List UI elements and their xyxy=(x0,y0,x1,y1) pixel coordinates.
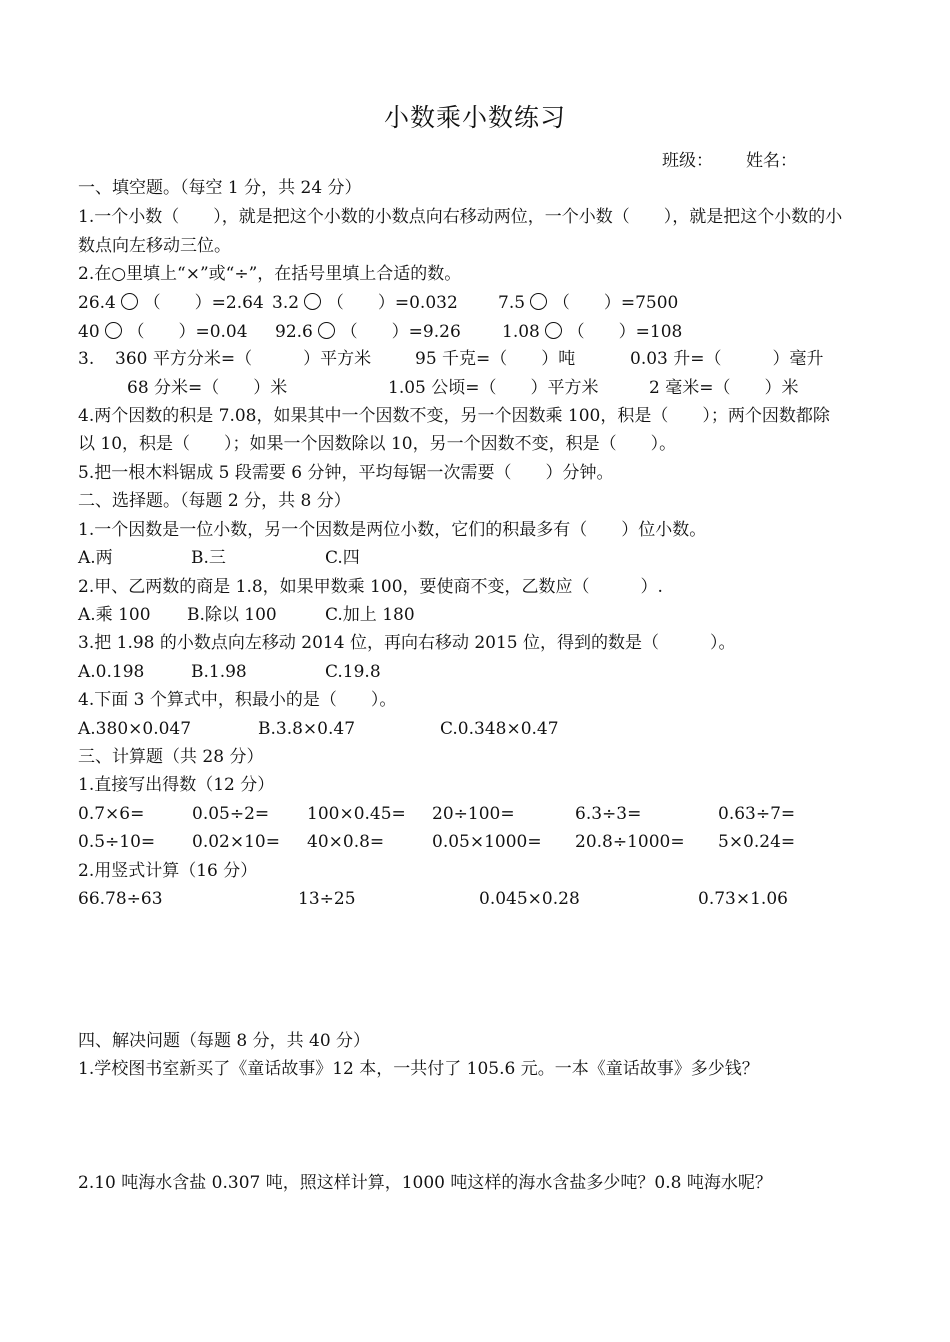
s2-q4: 4.下面 3 个算式中，积最小的是（ ）。 xyxy=(78,690,397,710)
fill-expression xyxy=(272,293,458,313)
expr-result: （ ）=7500 xyxy=(552,293,679,313)
unit-conversion: 360 平方分米=（ ）平方米 xyxy=(115,349,372,369)
class-label: 班级： xyxy=(662,151,713,171)
option-b: B.1.98 xyxy=(191,662,247,682)
expr-result: （ ）=0.032 xyxy=(326,293,458,313)
s2-q1: 1.一个因数是一位小数，另一个因数是两位小数，它们的积最多有（ ）位小数。 xyxy=(78,520,707,540)
option-c: C.加上 180 xyxy=(325,605,415,625)
s2-q3: 3.把 1.98 的小数点向左移动 2014 位，再向右移动 2015 位，得到的数是（ ）。 xyxy=(78,633,736,653)
mental-calc-item: 0.7×6= xyxy=(78,804,145,824)
mental-calc-item: 6.3÷3= xyxy=(575,804,642,824)
mental-calc-item: 0.05÷2= xyxy=(192,804,270,824)
mental-calc-item: 0.63÷7= xyxy=(718,804,796,824)
s4-q2: 2.10 吨海水含盐 0.307 吨，照这样计算，1000 吨这样的海水含盐多少吨？0.8 吨海水呢？ xyxy=(78,1173,772,1193)
expr-operand: 3.2 xyxy=(272,293,300,313)
option-a: A.两 xyxy=(78,548,113,568)
option-c: C.0.348×0.47 xyxy=(440,719,559,739)
expr-operand: 26.4 xyxy=(78,293,116,313)
section-3-heading: 三、计算题（共 28 分） xyxy=(78,747,264,767)
unit-conversion: 0.03 升=（ ）毫升 xyxy=(630,349,824,369)
expr-operand: 7.5 xyxy=(498,293,526,313)
s1-q5: 5.把一根木料锯成 5 段需要 6 分钟，平均每锯一次需要（ ）分钟。 xyxy=(78,463,614,483)
fill-expression xyxy=(502,322,682,342)
option-c: C.19.8 xyxy=(325,662,381,682)
mental-calc-item: 40×0.8= xyxy=(307,832,385,852)
option-b: B.3.8×0.47 xyxy=(258,719,356,739)
unit-conversion: 1.05 公顷=（ ）平方米 xyxy=(388,378,599,398)
expr-result: （ ）=108 xyxy=(567,322,683,342)
blank-circle-icon xyxy=(530,293,547,310)
section-2-heading: 二、选择题。（每题 2 分，共 8 分） xyxy=(78,491,351,511)
option-a: A.0.198 xyxy=(78,662,145,682)
s3-sub2: 2.用竖式计算（16 分） xyxy=(78,861,258,881)
s2-q2: 2.甲、乙两数的商是 1.8，如果甲数乘 100，要使商不变，乙数应（ ）. xyxy=(78,577,663,597)
expr-result: （ ）=2.64 xyxy=(143,293,264,313)
s1-q4-line-1: 4.两个因数的积是 7.08，如果其中一个因数不变，另一个因数乘 100，积是（ ）；两个因数都除 xyxy=(78,406,830,426)
unit-conversion: 95 千克=（ ）吨 xyxy=(415,349,576,369)
vertical-calc-item: 0.045×0.28 xyxy=(479,889,580,909)
s1-q1-line-1: 1.一个小数（ ），就是把这个小数的小数点向右移动两位，一个小数（ ），就是把这个小数的小 xyxy=(78,207,843,227)
vertical-calc-item: 0.73×1.06 xyxy=(698,889,788,909)
option-c: C.四 xyxy=(325,548,360,568)
fill-expression xyxy=(498,293,678,313)
mental-calc-item: 100×0.45= xyxy=(307,804,406,824)
unit-conversion: 2 毫米=（ ）米 xyxy=(649,378,799,398)
s3-sub1: 1.直接写出得数（12 分） xyxy=(78,775,275,795)
option-a: A.380×0.047 xyxy=(78,719,192,739)
fill-expression xyxy=(78,322,248,342)
option-a: A.乘 100 xyxy=(78,605,151,625)
option-b: B.三 xyxy=(191,548,226,568)
expr-operand: 1.08 xyxy=(502,322,540,342)
expr-operand: 92.6 xyxy=(275,322,313,342)
fill-expression xyxy=(78,293,264,313)
mental-calc-item: 0.05×1000= xyxy=(432,832,542,852)
blank-circle-icon xyxy=(545,322,562,339)
page-title: 小数乘小数练习 xyxy=(383,103,566,132)
expr-result: （ ）=0.04 xyxy=(127,322,248,342)
mental-calc-item: 0.02×10= xyxy=(192,832,280,852)
section-4-heading: 四、解决问题（每题 8 分，共 40 分） xyxy=(78,1031,371,1051)
blank-circle-icon xyxy=(121,293,138,310)
blank-circle-icon xyxy=(318,322,335,339)
mental-calc-item: 5×0.24= xyxy=(718,832,796,852)
expr-result: （ ）=9.26 xyxy=(340,322,461,342)
expr-operand: 40 xyxy=(78,322,100,342)
s1-q3-number: 3. xyxy=(78,349,95,369)
section-1-heading: 一、填空题。（每空 1 分，共 24 分） xyxy=(78,178,362,198)
fill-expression xyxy=(275,322,461,342)
unit-conversion: 68 分米=（ ）米 xyxy=(127,378,288,398)
mental-calc-item: 0.5÷10= xyxy=(78,832,156,852)
s1-q1-line-2: 数点向左移动三位。 xyxy=(78,236,231,256)
option-b: B.除以 100 xyxy=(187,605,277,625)
s1-q2: 2.在○里填上“×”或“÷”，在括号里填上合适的数。 xyxy=(78,264,462,284)
mental-calc-item: 20÷100= xyxy=(432,804,515,824)
name-label: 姓名： xyxy=(746,151,797,171)
s4-q1: 1.学校图书室新买了《童话故事》12 本，一共付了 105.6 元。一本《童话故事》多少钱？ xyxy=(78,1059,759,1079)
blank-circle-icon xyxy=(304,293,321,310)
s1-q4-line-2: 以 10，积是（ ）；如果一个因数除以 10，另一个因数不变，积是（ ）。 xyxy=(78,434,677,454)
vertical-calc-item: 66.78÷63 xyxy=(78,889,163,909)
blank-circle-icon xyxy=(105,322,122,339)
vertical-calc-item: 13÷25 xyxy=(298,889,356,909)
mental-calc-item: 20.8÷1000= xyxy=(575,832,685,852)
